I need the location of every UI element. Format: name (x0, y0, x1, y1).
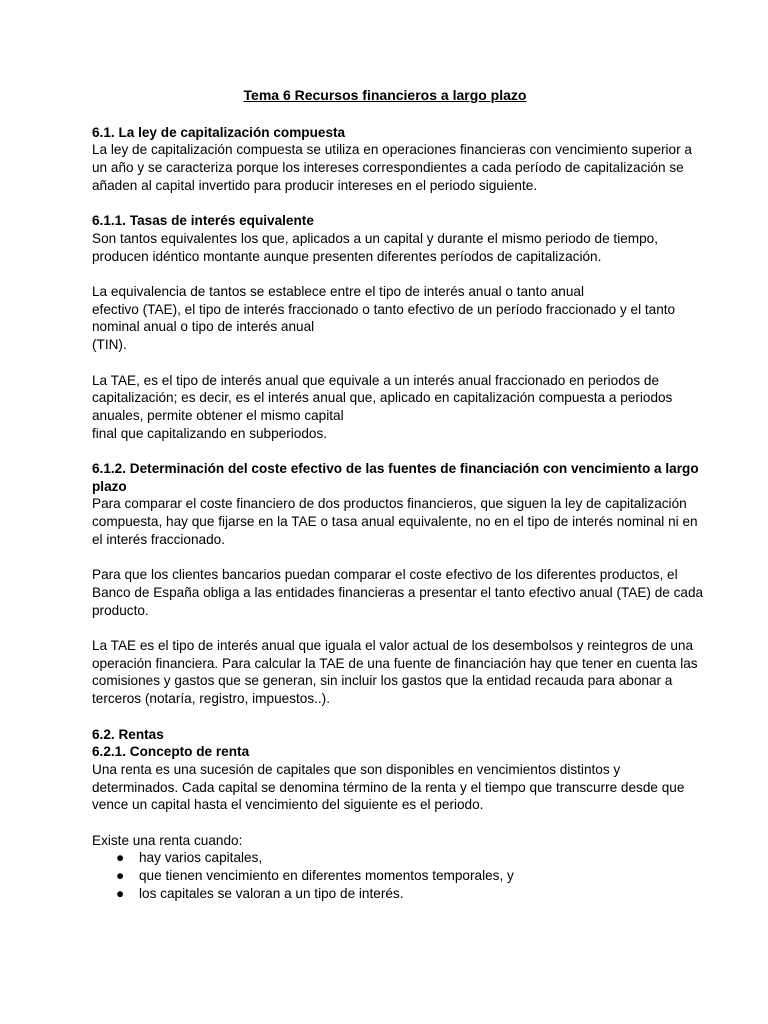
list-item (116, 849, 708, 867)
heading-6-1-2: 6.1.2. Determinación del coste efectivo de las fuentes de financiación con vencimiento a largo plazo (92, 461, 699, 494)
paragraph-line: La TAE, es el tipo de interés anual que equivale a un interés anual fraccionado en periodos de capitalización; es decir, es el interés anual que, aplicado en capitalización compuesta a periodos anuales, permite obtener el mismo capital (92, 372, 673, 423)
heading-6-1: 6.1. La ley de capitalización compuesta (92, 124, 346, 140)
list-item-text: hay varios capitales, (139, 850, 263, 866)
paragraph-line: La equivalencia de tantos se establece entre el tipo de interés anual o tanto anual (92, 284, 584, 299)
paragraph-6-1-2-a: Para comparar el coste financiero de dos productos financieros, que siguen la ley de capitalización compuesta, hay que fijarse en la TAE o tasa anual equivalente, no en el tipo de interés nominal ni en el interés fraccionado. (92, 496, 698, 547)
paragraph-line: final que capitalizando en subperiodos. (92, 425, 328, 441)
paragraph-6-1-2-b: Para que los clientes bancarios puedan comparar el coste efectivo de los diferentes productos, el Banco de España obliga a las entidades financieras a presentar el tanto efectivo anual (TAE) de cada producto. (92, 567, 704, 618)
list-item (116, 867, 708, 885)
paragraph-6-1-1-b (92, 283, 708, 354)
heading-6-2: 6.2. Rentas (92, 726, 164, 742)
list-item-text: los capitales se valoran a un tipo de interés. (139, 885, 404, 901)
paragraph-line: (TIN). (92, 337, 127, 353)
heading-6-2-1: 6.2.1. Concepto de renta (92, 744, 250, 760)
list-item (116, 885, 708, 903)
paragraph-6-2-1-a: Una renta es una sucesión de capitales que son disponibles en vencimientos distintos y determinados. Cada capital se denomina término de la renta y el tiempo que transcurre desde que vence un capital hasta el vencimiento del siguiente es el periodo. (92, 761, 685, 813)
paragraph-6-1-1-c (92, 372, 708, 443)
paragraph-6-1: La ley de capitalización compuesta se utiliza en operaciones financieras con vencimiento superior a un año y se caracteriza porque los intereses correspondientes a cada período de capitalización se añaden al capital invertido para producir intereses en el periodo siguiente. (92, 142, 692, 193)
paragraph-line: efectivo (TAE), el tipo de interés fraccionado o tanto efectivo de un período fraccionado y el tanto nominal anual o tipo de interés anual (92, 301, 676, 335)
paragraph-6-1-2-c: La TAE es el tipo de interés anual que iguala el valor actual de los desembolsos y reintegros de una operación financiera. Para calcular la TAE de una fuente de financiación hay que tener en cuenta las comisiones y gastos que se generan, sin incluir los gastos que la entidad recauda para abonar a terceros (notaría, registro, impuestos..). (92, 638, 698, 707)
paragraph-6-2-1-b: Existe una renta cuando: (92, 832, 243, 848)
bullet-icon: ● (116, 868, 125, 884)
list-item-text: que tienen vencimiento en diferentes momentos temporales, y (139, 868, 514, 884)
bullet-icon: ● (116, 885, 125, 901)
bullet-list (92, 849, 708, 902)
paragraph-6-1-1-a: Son tantos equivalentes los que, aplicados a un capital y durante el mismo periodo de tiempo, producen idéntico montante aunque presenten diferentes períodos de capitalización. (92, 230, 658, 264)
heading-6-1-1: 6.1.1. Tasas de interés equivalente (92, 213, 314, 229)
bullet-icon: ● (116, 850, 125, 866)
page-title: Tema 6 Recursos financieros a largo plazo (243, 87, 527, 103)
